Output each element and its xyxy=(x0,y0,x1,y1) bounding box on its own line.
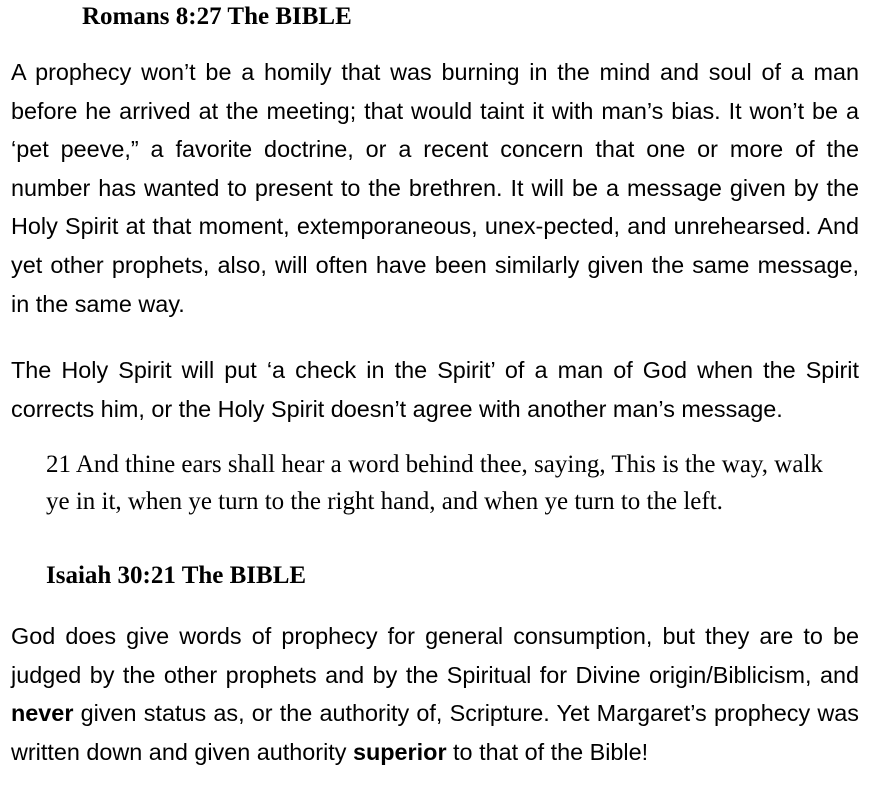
paragraph-prophecy-definition: A prophecy won’t be a homily that was burning in the mind and soul of a man before he arrived at the meeting; that would taint it with man’s bias. It won’t be a ‘pet peeve,” a favorite doctrine, or a recent concern that one or more of the number has wanted to present to the brethren. It will be a message given by the Holy Spirit at that moment, extemporaneous, unex-pected, and unrehearsed. And yet other prophets, also, will often have been similarly given the same message, in the same way. xyxy=(11,59,859,317)
scripture-quote: 21 And thine ears shall hear a word behind thee, saying, This is the way, walk ye in it, when ye turn to the right hand, and when ye turn to the left. xyxy=(46,451,823,515)
emphasis-never: never xyxy=(11,700,74,727)
top-scripture-reference xyxy=(82,0,352,35)
top-reference-source: The BIBLE xyxy=(227,3,352,30)
emphasis-superior: superior xyxy=(352,738,447,765)
closing-text-part2: given status as, or the authority of, Scripture. Yet Margaret’s prophecy was written down and given authority xyxy=(11,700,859,765)
quote-reference-verse: Isaiah 30:21 xyxy=(46,562,176,589)
top-reference-verse: Romans 8:27 xyxy=(82,3,222,30)
quote-scripture-reference xyxy=(46,557,306,594)
quote-reference-source: The BIBLE xyxy=(181,562,307,589)
paragraph-closing xyxy=(11,617,859,771)
closing-text-part3: to that of the Bible! xyxy=(446,738,649,765)
closing-text-part1: God does give words of prophecy for general consumption, but they are to be judged by the other prophets and by the Spiritual for Divine origin/Biblicism, and xyxy=(11,623,859,688)
paragraph-check-in-spirit: The Holy Spirit will put ‘a check in the Spirit’ of a man of God when the Spirit corrects him, or the Holy Spirit doesn’t agree with another man’s message. xyxy=(11,357,859,422)
